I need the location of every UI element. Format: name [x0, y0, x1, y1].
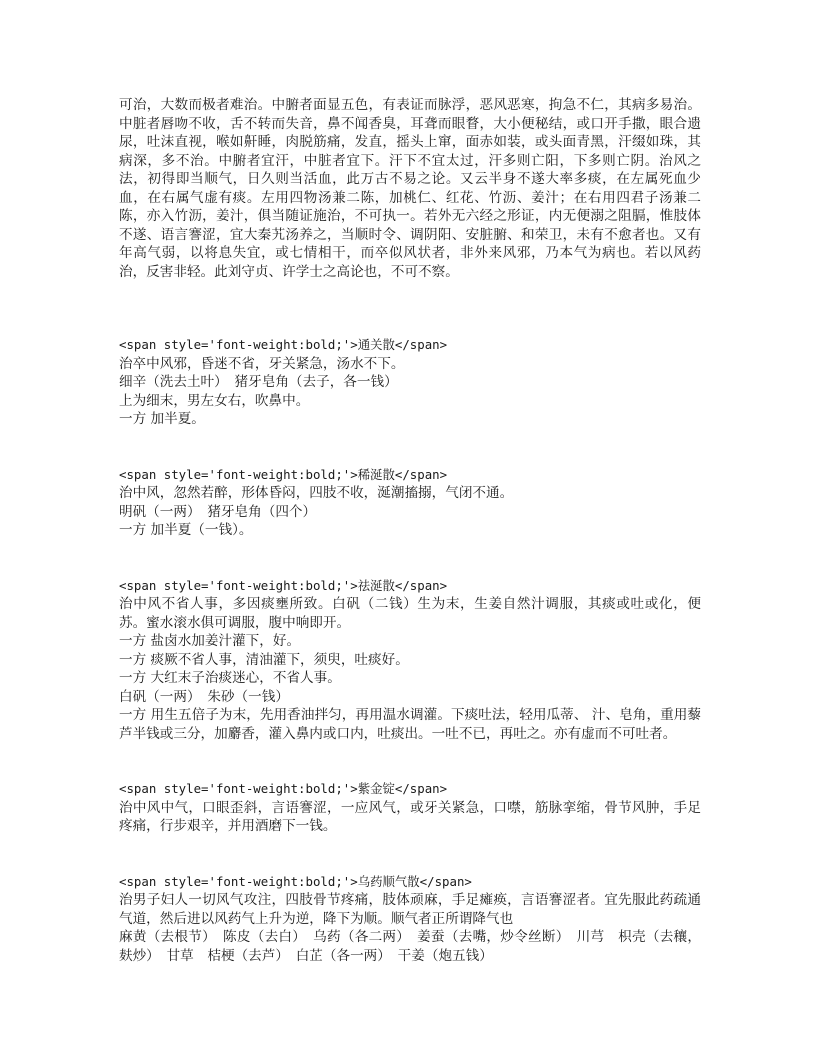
recipe-line: 一方 加半夏。	[119, 411, 205, 427]
recipe-line: 上为细末，男左女右，吹鼻中。	[119, 392, 310, 409]
recipe-line: 细辛（洗去土叶） 猪牙皂角（去子，各一钱）	[119, 374, 398, 390]
intro-paragraph: 可治，大数而极者难治。中腑者面显五色，有表证而脉浮，恶风恶寒，拘急不仁，其病多易治。中脏者唇吻不收，舌不转而失音，鼻不闻香臭，耳聋而眼瞀，大小便秘结，或口开手撒，眼合遗尿，吐沫直视，喉如鼾睡，肉脱筋痛，发直，摇头上窜，面赤如装，或头面青黑，汗缀如珠，其病深，多不治。中腑者宜汗，中脏者宜下。汗下不宜太过，汗多则亡阳，下多则亡阴。治风之法，初得即当顺气，日久则当活血，此万古不易之论。又云半身不遂大率多痰，在左属死血少血，在右属气虚有痰。左用四物汤兼二陈，加桃仁、红花、竹沥、姜汁；在右用四君子汤兼二陈，亦入竹沥，姜汁，俱当随证施治，不可执一。若外无六经之形证，内无便溺之阻膈，惟肢体不遂、语言謇涩，宜大秦艽汤养之，当顺时令、调阴阳、安脏腑、和荣卫，未有不愈者也。又有年高气弱，以将息失宜，或七情相干，而卒似风状者，非外来风邪，乃本气为病也。若以风药治，反害非轻。此刘守贞、许学士之高论也，不可不察。	[119, 97, 701, 280]
recipe-line: 明矾（一两） 猪牙皂角（四个）	[119, 503, 317, 520]
recipe-heading: <span style='font-weight:bold;'>乌药顺气散</span>	[119, 873, 472, 889]
recipe-section-xixiansan	[119, 466, 701, 540]
recipe-line: 治中风，忽然若醉，形体昏闷，四肢不收，涎潮搐搦，气闭不通。	[119, 485, 514, 501]
recipe-line: 麻黄（去根节） 陈皮（去白） 乌药（各二两） 姜蚕（去嘴，炒令丝断） 川芎 枳壳（去穰，麸炒） 甘草 桔梗（去芦） 白芷（各一两） 干姜（炮五钱）	[119, 929, 701, 964]
document-page	[119, 96, 701, 965]
recipe-line: 治中风不省人事，多因痰壅所致。白矾（二钱）生为末，生姜自然汁调服，其痰或吐或化，便苏。蜜水滚水俱可调服，腹中响即开。	[119, 596, 701, 631]
recipe-line: 一方 用生五倍子为末，先用香油拌匀，再用温水调灌。下痰吐法，轻用瓜蒂、 汁、皂角，重用藜芦半钱或三分，加麝香，灌入鼻内或口内，吐痰出。一吐不已，再吐之。亦有虚而不可吐者。	[119, 707, 701, 742]
recipe-line: 治卒中风邪，昏迷不省，牙关紧急，汤水不下。	[119, 355, 405, 372]
recipe-line: 治男子妇人一切风气攻注，四肢骨节疼痛，肢体顽麻，手足瘫痪，言语謇涩者。宜先服此药疏通气道，然后进以风药气上升为逆，降下为顺。顺气者正所谓降气也	[119, 892, 701, 927]
recipe-heading: <span style='font-weight:bold;'>通关散</span>	[119, 337, 448, 352]
recipe-section-wuyaoshunqisan	[119, 873, 701, 966]
recipe-line: 一方 大红末子治痰迷心，不省人事。	[119, 670, 341, 686]
recipe-heading: <span style='font-weight:bold;'>祛涎散</span>	[119, 577, 448, 593]
recipe-heading: <span style='font-weight:bold;'>稀涎散</span>	[119, 466, 448, 482]
recipe-section-zijinding	[119, 780, 701, 836]
recipe-heading: <span style='font-weight:bold;'>紫金锭</span>	[119, 781, 448, 796]
recipe-line: 一方 痰厥不省人事，清油灌下，须臾，吐痰好。	[119, 651, 409, 668]
recipe-line: 一方 盐卤水加姜汁灌下，好。	[119, 633, 301, 649]
recipe-section-quxiansan	[119, 577, 701, 744]
recipe-line: 白矾（一两） 朱砂（一钱）	[119, 688, 289, 705]
recipe-line: 治中风中气，口眼歪斜，言语謇涩，一应风气，或牙关紧急，口噤，筋脉挛缩，骨节风肿，手足疼痛，行步艰辛，并用酒磨下一钱。	[119, 799, 701, 834]
recipe-line: 一方 加半夏（一钱）。	[119, 522, 253, 538]
recipe-section-tongguansan	[119, 336, 701, 429]
